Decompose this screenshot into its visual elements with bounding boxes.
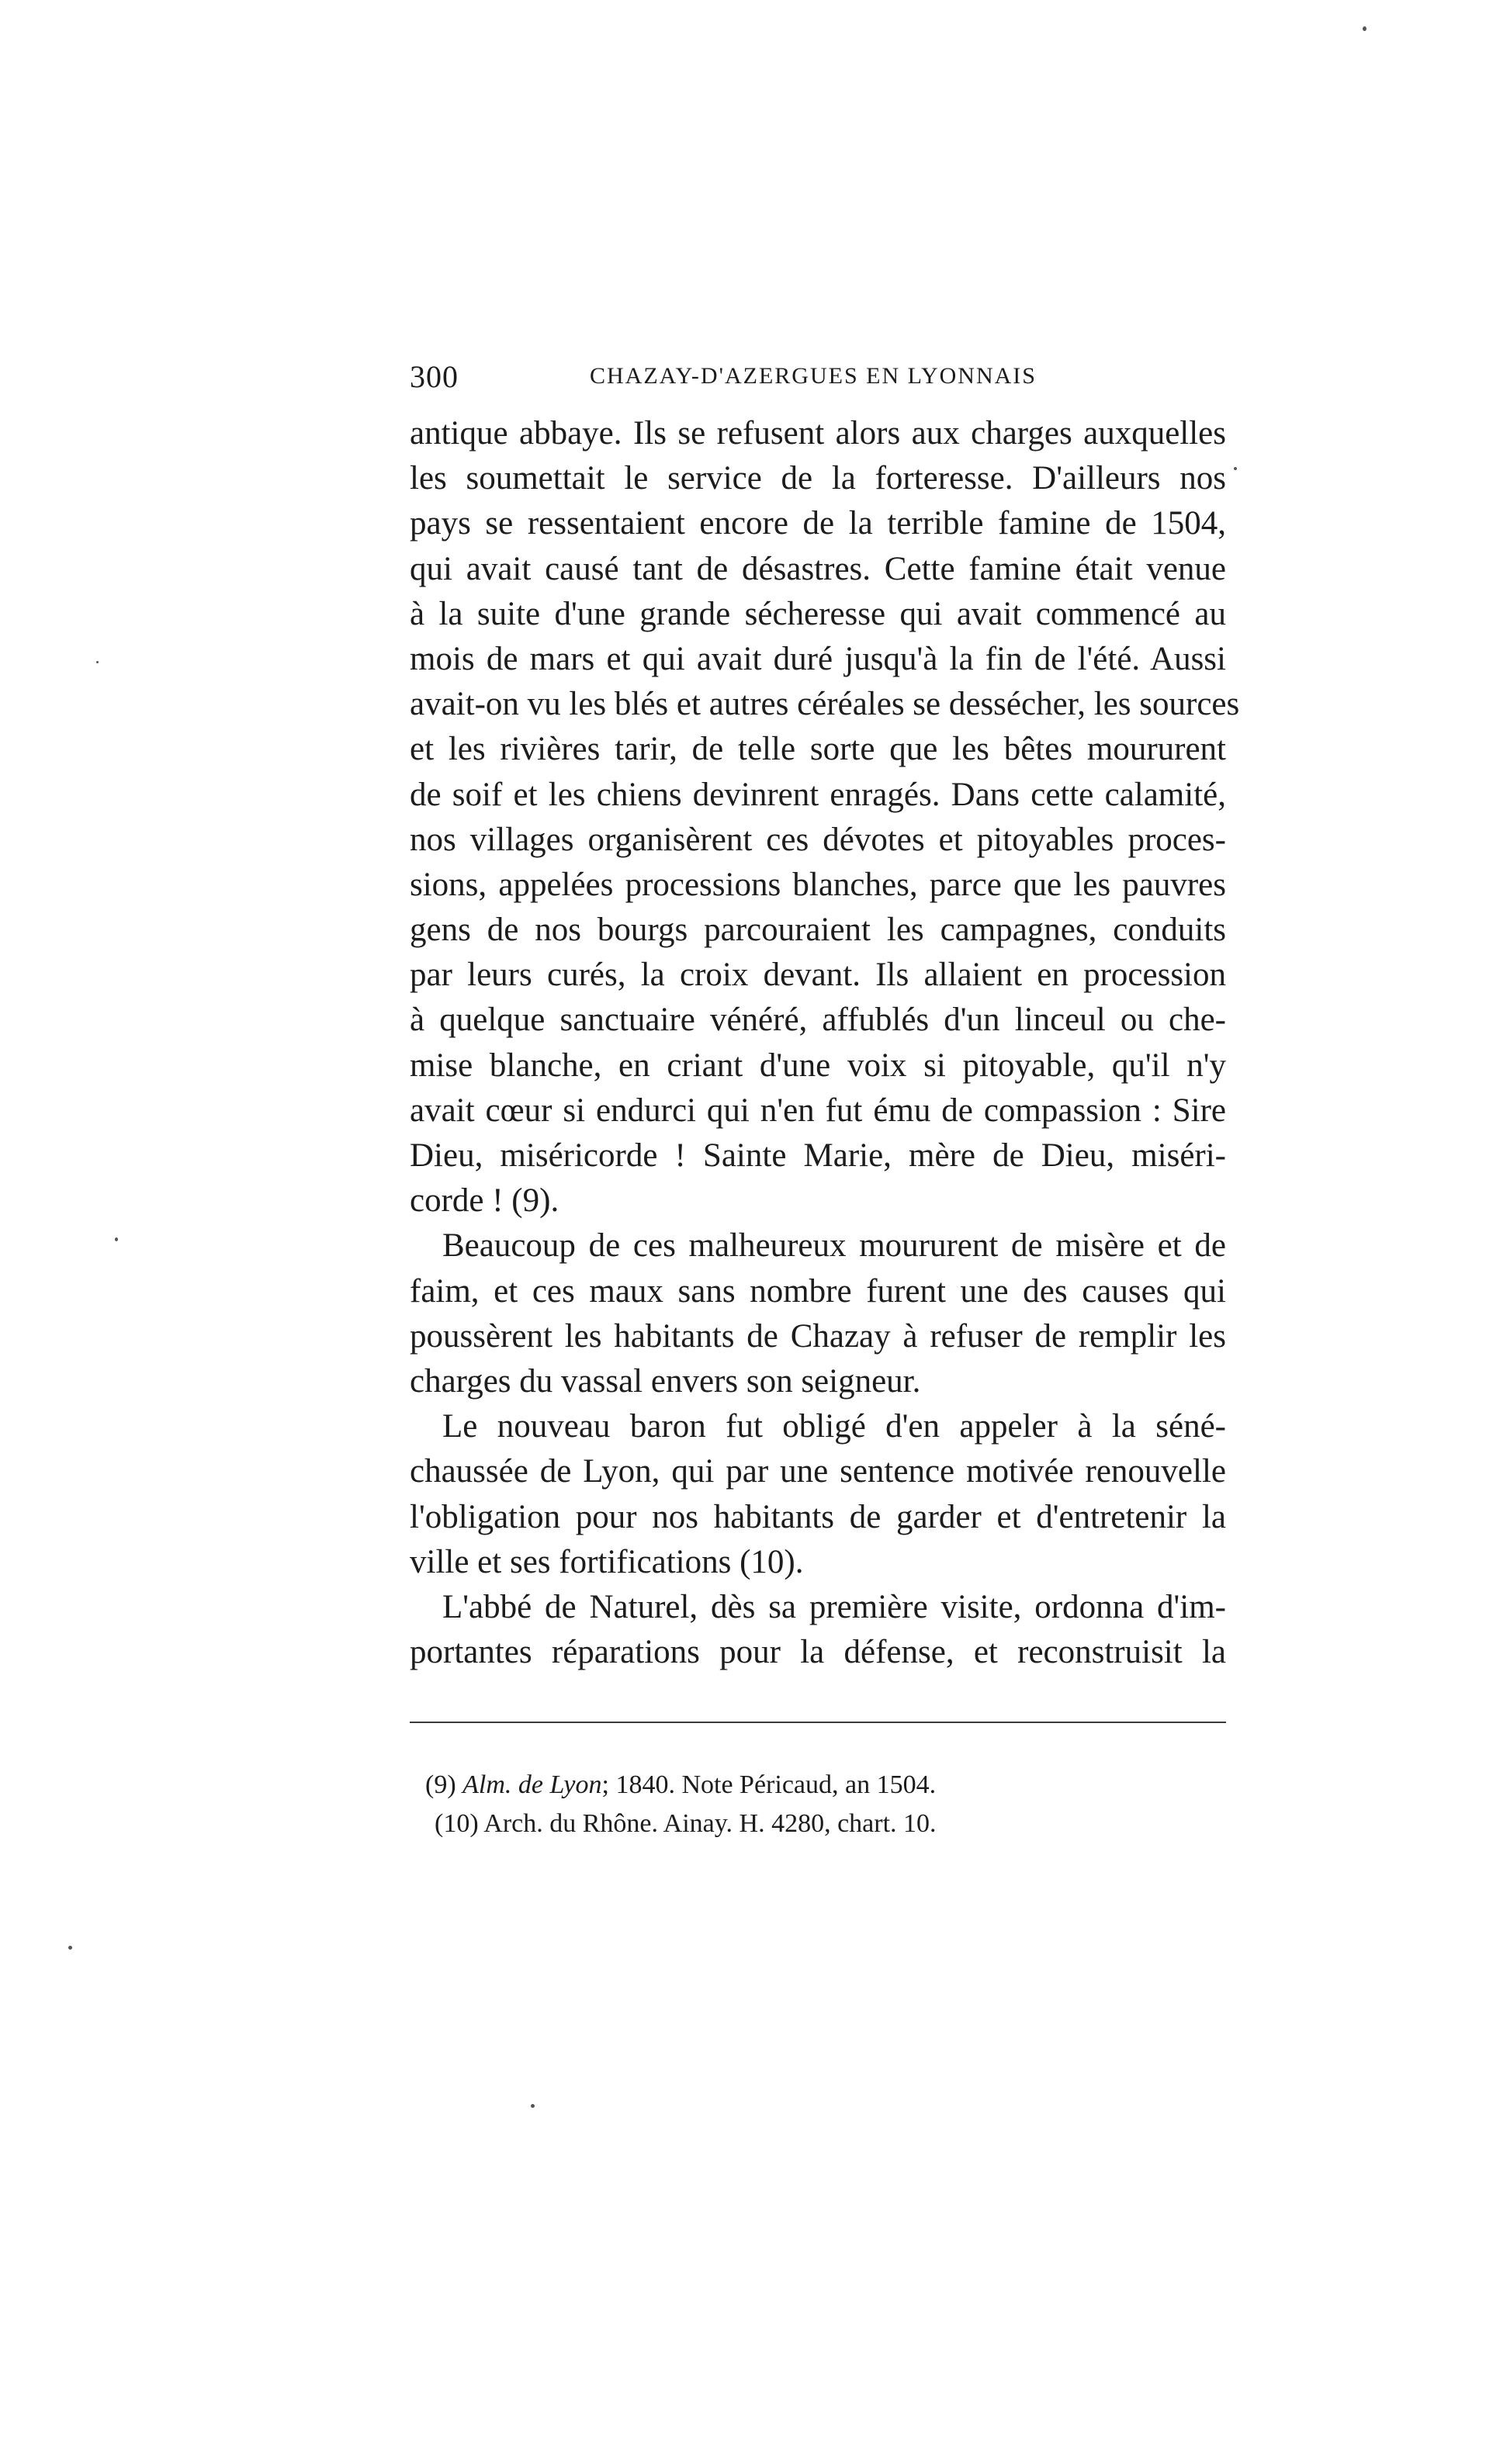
text-line: charges du vassal envers son seigneur. xyxy=(410,1362,921,1400)
text-line: avait cœur si endurci qui n'en fut ému de compassion : Sire xyxy=(410,1092,1226,1129)
text-line: faim, et ces maux sans nombre furent une des causes qui xyxy=(410,1272,1226,1310)
text-line: pays se ressentaient encore de la terrible famine de 1504, xyxy=(410,505,1226,542)
text-line: portantes réparations pour la défense, et reconstruisit la xyxy=(410,1634,1226,1671)
text-line: et les rivières tarir, de telle sorte que les bêtes moururent xyxy=(410,731,1226,768)
body-text xyxy=(410,411,1240,1675)
text-line: qui avait causé tant de désastres. Cette famine était venue xyxy=(410,550,1226,587)
footnote-number: (9) xyxy=(425,1770,456,1799)
page-number: 300 xyxy=(410,359,459,394)
text-line: sions, appelées processions blanches, parce que les pauvres xyxy=(410,866,1226,903)
text-line: Beaucoup de ces malheureux moururent de misère et de xyxy=(442,1227,1226,1265)
paper-speck xyxy=(531,2104,535,2108)
running-title: CHAZAY-D'AZERGUES EN LYONNAIS xyxy=(590,363,1037,389)
text-line: par leurs curés, la croix devant. Ils allaient en procession xyxy=(410,957,1226,994)
text-line: de soif et les chiens devinrent enragés. Dans cette calamité, xyxy=(410,776,1226,813)
footnote-source: Alm. de Lyon xyxy=(462,1770,602,1799)
text-line: à quelque sanctuaire vénéré, affublés d'un linceul ou che- xyxy=(410,1002,1226,1039)
footnote xyxy=(425,1766,1226,1805)
text-line: chaussée de Lyon, qui par une sentence motivée renouvelle xyxy=(410,1453,1226,1490)
text-line: antique abbaye. Ils se refusent alors aux charges auxquelles xyxy=(410,415,1226,452)
footnote xyxy=(425,1805,1226,1843)
paper-speck xyxy=(1234,467,1237,470)
paper-speck xyxy=(68,1946,72,1950)
footnotes xyxy=(425,1766,1226,1843)
text-line: Le nouveau baron fut obligé d'en appeler à la séné- xyxy=(442,1408,1226,1445)
text-line: L'abbé de Naturel, dès sa première visite, ordonna d'im- xyxy=(442,1588,1226,1625)
paper-speck xyxy=(115,1237,118,1241)
paper-speck xyxy=(96,661,99,663)
footnote-text: ; 1840. Note Péricaud, an 1504. xyxy=(601,1770,937,1799)
footnote-rule xyxy=(410,1722,1226,1723)
text-line: à la suite d'une grande sécheresse qui avait commencé au xyxy=(410,595,1226,632)
text-line: mise blanche, en criant d'une voix si pitoyable, qu'il n'y xyxy=(410,1047,1226,1084)
running-head xyxy=(410,358,1226,397)
text-line: l'obligation pour nos habitants de garder et d'entretenir la xyxy=(410,1498,1226,1535)
text-line: avait-on vu les blés et autres céréales se dessécher, les sources xyxy=(410,686,1240,723)
text-line: gens de nos bourgs parcouraient les campagnes, conduits xyxy=(410,912,1226,949)
text-line: corde ! (9). xyxy=(410,1182,559,1220)
text-line: ville et ses fortifications (10). xyxy=(410,1543,804,1580)
footnote-number: (10) xyxy=(435,1809,479,1838)
paper-speck xyxy=(1363,26,1366,31)
text-line: les soumettait le service de la forteresse. D'ailleurs nos xyxy=(410,460,1226,497)
text-line: Dieu, miséricorde ! Sainte Marie, mère de Dieu, miséri- xyxy=(410,1137,1226,1174)
text-line: poussèrent les habitants de Chazay à refuser de remplir les xyxy=(410,1317,1226,1355)
text-line: nos villages organisèrent ces dévotes et pitoyables proces- xyxy=(410,821,1226,858)
text-line: mois de mars et qui avait duré jusqu'à la fin de l'été. Aussi xyxy=(410,640,1226,677)
footnote-text: Arch. du Rhône. Ainay. H. 4280, chart. 10. xyxy=(483,1809,937,1838)
